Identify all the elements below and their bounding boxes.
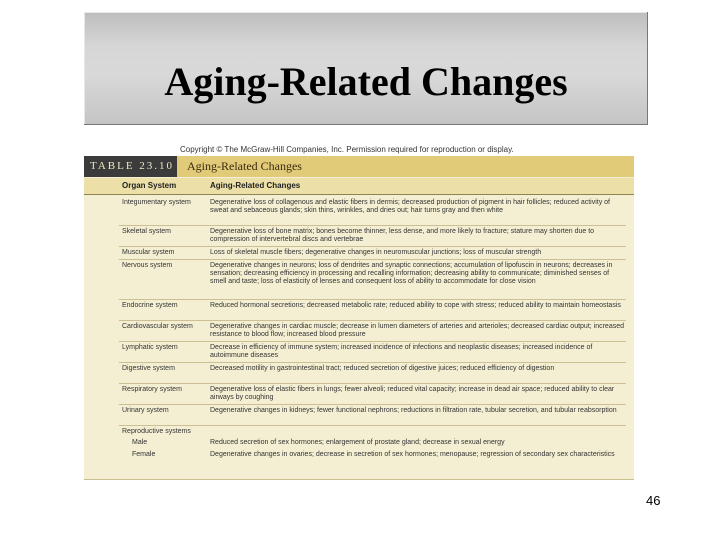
table-figure	[84, 156, 634, 480]
row-changes: Loss of skeletal muscle fibers; degenerative changes in neuromuscular junctions; loss of muscular strength	[210, 249, 542, 256]
row-changes: Decrease in efficiency of immune system; increased incidence of infections and neoplastic diseases; increased incidence of autoimmune diseases	[210, 344, 593, 360]
page-number: 46	[646, 493, 661, 508]
row-organ: Digestive system	[122, 365, 175, 372]
row-divider	[119, 425, 626, 426]
table-header-row	[84, 178, 634, 195]
row-divider	[119, 404, 626, 405]
table-number: TABLE 23.10	[84, 156, 177, 177]
row-changes: Degenerative loss of bone matrix; bones become thinner, less dense, and more likely to fracture; stature may shorten due to compression of intervertebral discs and vertebrae	[210, 228, 595, 244]
table-title: Aging-Related Changes	[177, 156, 634, 177]
row-organ: Integumentary system	[122, 199, 191, 206]
row-changes: Reduced secretion of sex hormones; enlargement of prostate gland; decrease in sexual energy	[210, 439, 505, 446]
row-divider	[119, 320, 626, 321]
slide-title: Aging-Related Changes	[164, 59, 568, 104]
row-organ: Skeletal system	[122, 228, 172, 235]
row-changes: Degenerative loss of collagenous and elastic fibers in dermis; decreased production of pigment in hair follicles; reduced activity of sweat and sebaceous glands; skin thins, wrinkles, and dries out; hair turns gray and then white	[210, 199, 610, 215]
row-divider	[119, 341, 626, 342]
row-organ: Endocrine system	[122, 302, 178, 309]
row-organ: Nervous system	[122, 262, 173, 269]
row-organ: Lymphatic system	[122, 344, 178, 351]
row-organ: Respiratory system	[122, 386, 182, 393]
row-changes: Reduced hormonal secretions; decreased metabolic rate; reduced ability to cope with stress; reduced ability to maintain homeostasis	[210, 302, 621, 309]
row-organ: Reproductive systems	[122, 428, 191, 435]
row-organ: Muscular system	[122, 249, 175, 256]
row-changes: Degenerative changes in neurons; loss of dendrites and synaptic connections; accumulation of lipofuscin in neurons; decreases in sensation; decreasing efficiency in processing and recalling information; decreasing ability to communicate; diminished senses of smell and taste; loss of elasticity of lenses and consequent loss of ability to accommodate for close vision	[210, 262, 613, 286]
row-divider	[119, 383, 626, 384]
row-changes: Degenerative changes in cardiac muscle; decrease in lumen diameters of arteries and arterioles; decreased cardiac output; increased resistance to blood flow; increased blood pressure	[210, 323, 625, 339]
row-divider	[119, 259, 626, 260]
title-bar	[84, 12, 648, 125]
row-changes: Degenerative changes in kidneys; fewer functional nephrons; reductions in filtration rate, tubular secretion, and tubular reabsorption	[210, 407, 617, 414]
row-organ: Urinary system	[122, 407, 169, 414]
row-divider	[119, 225, 626, 226]
table-banner	[84, 156, 634, 177]
row-divider	[119, 299, 626, 300]
row-organ: Cardiovascular system	[122, 323, 193, 330]
row-organ: Female	[132, 451, 156, 458]
row-organ: Male	[132, 439, 148, 446]
row-changes: Degenerative changes in ovaries; decrease in secretion of sex hormones; menopause; regression of secondary sex characteristics	[210, 451, 615, 458]
header-organ-system: Organ System	[122, 181, 177, 190]
row-divider	[119, 246, 626, 247]
row-changes: Degenerative loss of elastic fibers in lungs; fewer alveoli; reduced vital capacity; increase in dead air space; reduced ability to clear airways by coughing	[210, 386, 615, 402]
copyright-notice: Copyright © The McGraw-Hill Companies, Inc. Permission required for reproduction or display.	[180, 145, 514, 154]
header-aging-changes: Aging-Related Changes	[210, 181, 301, 190]
row-changes: Decreased motility in gastrointestinal tract; reduced secretion of digestive juices; reduced efficiency of digestion	[210, 365, 555, 372]
row-divider	[119, 362, 626, 363]
